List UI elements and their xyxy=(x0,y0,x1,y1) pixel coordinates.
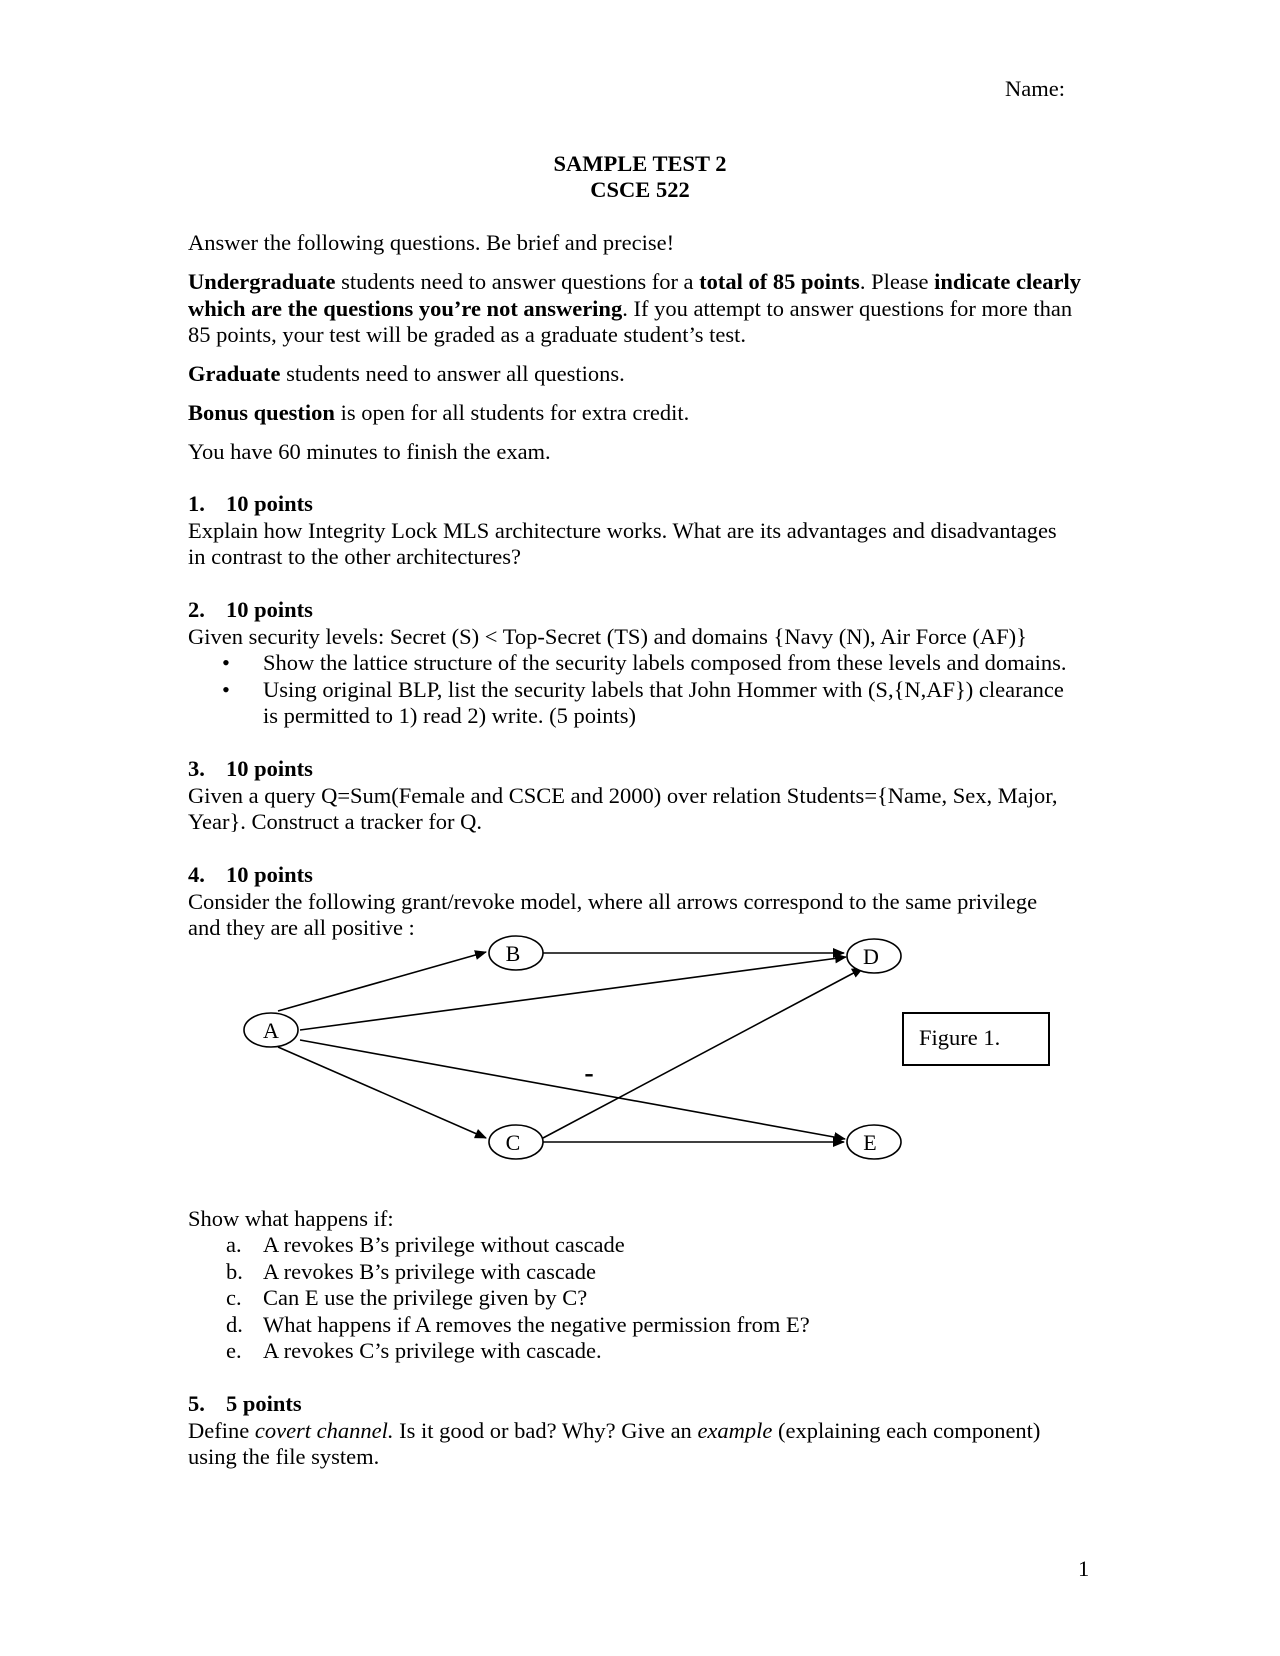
node-b-label: B xyxy=(505,941,521,966)
q4-number: 4. xyxy=(188,862,205,887)
node-c-label: C xyxy=(505,1130,521,1155)
q2-bullet2-line1: Using original BLP, list the security labels that John Hommer with (S,{N,AF}) clearance xyxy=(263,677,1064,702)
q5-points: 5 points xyxy=(226,1391,302,1416)
q1-line1: Explain how Integrity Lock MLS architecture works. What are its advantages and disadvantages xyxy=(188,518,1057,543)
edge-a-d xyxy=(300,957,846,1030)
q4-item-c-label: c. xyxy=(226,1285,242,1310)
ug-bold3: indicate clearly which are the questions you’re not answering xyxy=(188,269,1082,321)
instructions-intro: Answer the following questions. Be brief and precise! xyxy=(188,230,675,255)
ug-bold: Undergraduate xyxy=(188,269,336,294)
q4-item-b-label: b. xyxy=(226,1259,243,1284)
q5-term-covert-channel: covert channel. xyxy=(254,1418,394,1443)
ug-bold2: total of 85 points xyxy=(699,269,860,294)
figure-caption-box xyxy=(902,1012,1050,1066)
q5-t1: Define xyxy=(188,1418,255,1443)
q2-bullet2-symbol: • xyxy=(222,677,230,702)
ug-text2: . Please xyxy=(859,269,935,294)
q4-line2: and they are all positive : xyxy=(188,915,415,940)
q1-points: 10 points xyxy=(226,491,313,516)
node-a xyxy=(244,1013,298,1047)
bonus-bold: Bonus question xyxy=(188,400,335,425)
q3-points: 10 points xyxy=(226,756,313,781)
q1-number: 1. xyxy=(188,491,205,516)
q5-number: 5. xyxy=(188,1391,205,1416)
name-label: Name: xyxy=(1005,76,1065,101)
node-d xyxy=(847,939,901,973)
node-e-label: E xyxy=(863,1130,877,1155)
q4-item-e-text: A revokes C’s privilege with cascade. xyxy=(263,1338,602,1363)
grad-text: students need to answer all questions. xyxy=(280,361,625,386)
q4-item-b-text: A revokes B’s privilege with cascade xyxy=(263,1259,597,1284)
negative-mark: - xyxy=(584,1058,594,1089)
edge-a-b xyxy=(278,952,486,1011)
q4-item-c-text: Can E use the privilege given by C? xyxy=(263,1285,588,1310)
q4-points: 10 points xyxy=(226,862,313,887)
q4-item-d-label: d. xyxy=(226,1312,243,1337)
bonus-text: is open for all students for extra credit. xyxy=(334,400,690,425)
q5-line2: using the file system. xyxy=(188,1444,380,1469)
q5-line1 xyxy=(188,1418,1088,1445)
q3-number: 3. xyxy=(188,756,205,781)
q2-bullet2-line2: is permitted to 1) read 2) write. (5 points) xyxy=(263,703,637,728)
q2-bullet1-symbol: • xyxy=(222,650,230,675)
node-c xyxy=(489,1125,543,1159)
ug-text1: students need to answer questions for a xyxy=(335,269,700,294)
edge-a-c xyxy=(278,1047,486,1138)
q2-number: 2. xyxy=(188,597,205,622)
q5-t3: Is it good or bad? Why? Give an xyxy=(393,1418,698,1443)
time-instructions: You have 60 minutes to finish the exam. xyxy=(188,439,551,464)
exam-title: SAMPLE TEST 2 xyxy=(553,151,727,176)
q2-points: 10 points xyxy=(226,597,313,622)
q4-item-a-label: a. xyxy=(226,1232,242,1257)
q2-text: Given security levels: Secret (S) < Top-Secret (TS) and domains {Navy (N), Air Force (AF)} xyxy=(188,624,1027,649)
node-d-label: D xyxy=(863,944,879,969)
ug-text3: . If you attempt to answer questions for more than 85 points, your test will be graded as a graduate student’s test. xyxy=(188,295,1073,347)
course-code: CSCE 522 xyxy=(590,177,690,202)
figure-caption: Figure 1. xyxy=(919,1025,1001,1050)
grad-bold: Graduate xyxy=(188,361,281,386)
edge-a-e xyxy=(300,1040,845,1139)
q4-show-intro: Show what happens if: xyxy=(188,1206,394,1231)
q4-item-a-text: A revokes B’s privilege without cascade xyxy=(263,1232,625,1257)
page-number: 1 xyxy=(1078,1556,1090,1581)
q5-term-example: example xyxy=(697,1418,773,1443)
q4-line1: Consider the following grant/revoke model, where all arrows correspond to the same privilege xyxy=(188,889,1038,914)
q2-bullet1: Show the lattice structure of the security labels composed from these levels and domains. xyxy=(263,650,1067,675)
q3-line1: Given a query Q=Sum(Female and CSCE and 2000) over relation Students={Name, Sex, Major, xyxy=(188,783,1058,808)
node-e xyxy=(847,1125,901,1159)
q5-heading xyxy=(188,1391,302,1418)
q3-line2: Year}. Construct a tracker for Q. xyxy=(188,809,483,834)
q4-item-e-label: e. xyxy=(226,1338,242,1363)
q5-t5: (explaining each component) xyxy=(772,1418,1041,1443)
q1-line2: in contrast to the other architectures? xyxy=(188,544,521,569)
q4-item-d-text: What happens if A removes the negative permission from E? xyxy=(263,1312,810,1337)
node-a-label: A xyxy=(263,1018,279,1043)
node-b xyxy=(489,936,543,970)
